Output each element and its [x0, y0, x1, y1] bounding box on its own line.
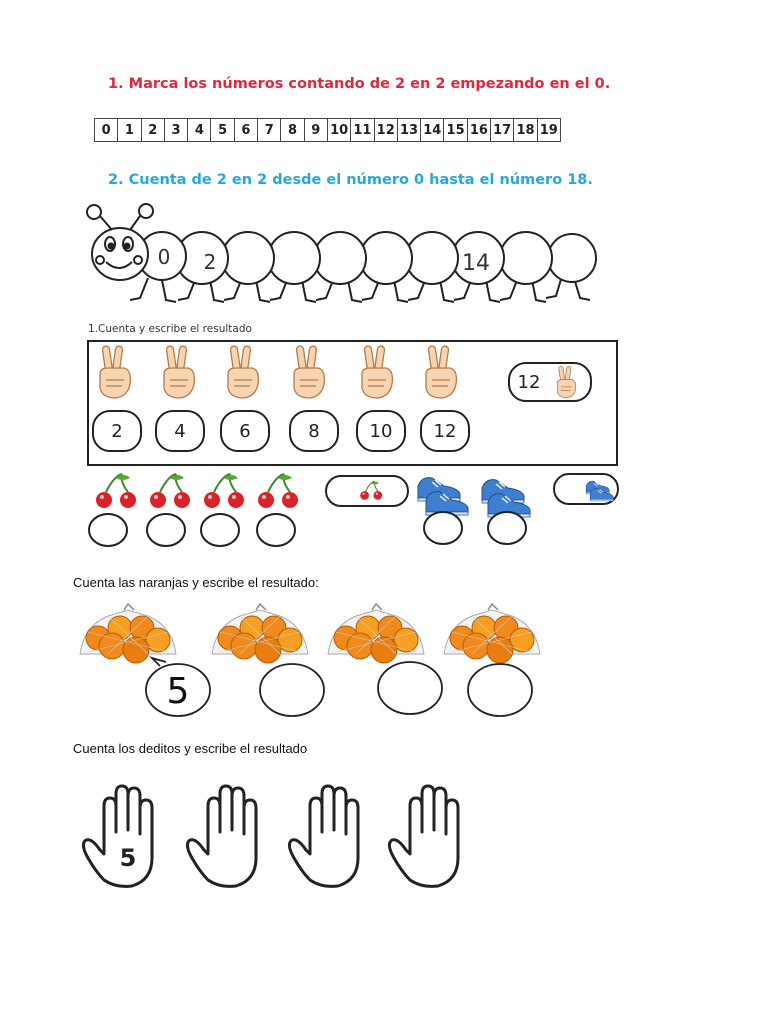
count-box: 8 — [289, 410, 339, 452]
number-cell[interactable]: 11 — [351, 119, 374, 141]
number-cell[interactable]: 7 — [258, 119, 281, 141]
count-box: 2 — [92, 410, 142, 452]
antenna-icon — [100, 216, 112, 230]
number-cell[interactable]: 2 — [142, 119, 165, 141]
example-answer-value: 12 — [517, 371, 541, 393]
cherry-pill — [326, 476, 408, 506]
cherry-icon — [258, 474, 298, 508]
cherries-shoes-row — [88, 470, 628, 550]
number-cell[interactable]: 4 — [188, 119, 211, 141]
caterpillar-number: 2 — [203, 250, 217, 274]
number-cell[interactable]: 15 — [444, 119, 467, 141]
orange-bag-icon — [80, 604, 176, 663]
peace-hand-icon — [426, 346, 456, 398]
peace-hand-icon — [228, 346, 258, 398]
count-box: 10 — [356, 410, 406, 452]
oranges-caption: Cuenta las naranjas y escribe el resultado: — [73, 575, 319, 590]
peace-hand-icon — [294, 346, 324, 398]
hand-example-answer: 5 — [119, 844, 137, 872]
number-cell[interactable]: 3 — [165, 119, 188, 141]
example-answer-pill — [508, 362, 592, 402]
number-cell[interactable]: 8 — [281, 119, 304, 141]
caterpillar-illustration — [78, 198, 608, 316]
cherry-icon — [150, 474, 190, 508]
count-box: 6 — [220, 410, 270, 452]
number-cell[interactable]: 1 — [118, 119, 141, 141]
number-strip — [94, 118, 561, 142]
count-box: 4 — [155, 410, 205, 452]
number-cell[interactable]: 16 — [468, 119, 491, 141]
number-cell[interactable]: 0 — [95, 119, 118, 141]
peace-hand-icon — [164, 346, 194, 398]
number-cell[interactable]: 17 — [491, 119, 514, 141]
orange-bag-icon — [444, 604, 540, 663]
number-cell[interactable]: 10 — [328, 119, 351, 141]
number-cell[interactable]: 6 — [235, 119, 258, 141]
orange-example-answer: 5 — [166, 671, 190, 712]
exercise-2-title: 2. Cuenta de 2 en 2 desde el número 0 hasta el número 18. — [108, 172, 593, 188]
peace-hand-icon — [362, 346, 392, 398]
hand-icon — [187, 786, 256, 886]
peace-hand-icon — [552, 365, 582, 399]
oranges-row — [76, 600, 546, 720]
orange-bag-icon — [212, 604, 308, 663]
caterpillar-number: 14 — [462, 251, 490, 276]
hand-icon — [389, 786, 458, 886]
hands-caption: Cuenta los deditos y escribe el resultado — [73, 741, 308, 756]
number-cell[interactable]: 19 — [539, 122, 558, 138]
number-cell[interactable]: 14 — [421, 119, 444, 141]
exercise-3-title: 1.Cuenta y escribe el resultado — [88, 323, 252, 335]
orange-bag-icon — [328, 604, 424, 663]
hands-row — [74, 780, 474, 900]
peace-hands-row — [96, 344, 476, 404]
count-box: 12 — [420, 410, 470, 452]
number-cell[interactable]: 5 — [211, 119, 234, 141]
cherry-icon — [96, 474, 136, 508]
number-cell[interactable]: 13 — [398, 119, 421, 141]
cherry-icon — [204, 474, 244, 508]
number-cell[interactable]: 9 — [305, 119, 328, 141]
hand-icon — [289, 786, 358, 886]
peace-hand-icon — [100, 346, 130, 398]
exercise-1-title: 1. Marca los números contando de 2 en 2 empezando en el 0. — [108, 76, 611, 92]
caterpillar-number: 0 — [157, 245, 171, 269]
number-cell[interactable]: 12 — [375, 119, 398, 141]
hand-icon — [83, 786, 152, 886]
number-cell[interactable]: 18 — [514, 119, 537, 141]
